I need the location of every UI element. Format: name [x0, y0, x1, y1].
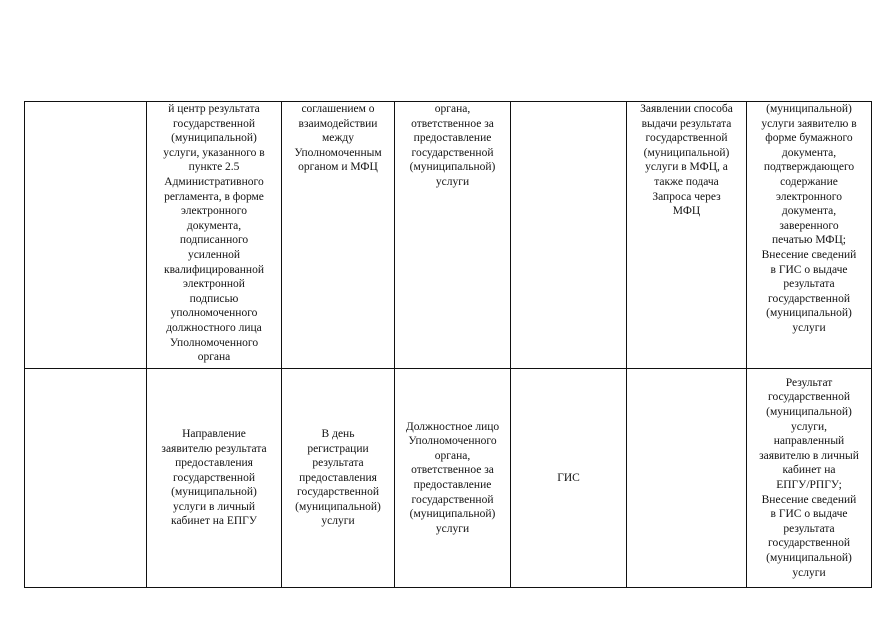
table-cell-responsible: Должностное лицо Уполномоченного органа, ответственное за предоставление государственной (муниципальной) услуги	[395, 369, 511, 588]
table-cell-criteria: Заявлении способа выдачи результата государственной (муниципальной) услуги в МФЦ, а также подача Запроса через МФЦ	[627, 102, 747, 369]
table-cell-deadline: В день регистрации результата предоставления государственной (муниципальной) услуги	[282, 369, 395, 588]
procedure-table	[24, 101, 872, 588]
table-cell-result: (муниципальной) услуги заявителю в форме бумажного документа, подтверждающего содержание электронного документа, заверенного печатью МФЦ; Внесение сведений в ГИС о выдаче результата государственной (муниципальной) услуги	[747, 102, 872, 369]
table-cell-system: ГИС	[511, 369, 627, 588]
table-cell-action: Направление заявителю результата предоставления государственной (муниципальной) услуги в личный кабинет на ЕПГУ	[147, 369, 282, 588]
table-row	[25, 369, 872, 588]
table-cell-result: Результат государственной (муниципальной) услуги, направленный заявителю в личный кабинет на ЕПГУ/РПГУ; Внесение сведений в ГИС о выдаче результата государственной (муниципальной) услуги	[747, 369, 872, 588]
table-row	[25, 102, 872, 369]
table-cell-system	[511, 102, 627, 369]
table-cell-action: й центр результата государственной (муниципальной) услуги, указанного в пункте 2.5 Административного регламента, в форме электронного документа, подписанного усиленной квалифицированной электронной подписью уполномоченного должностного лица Уполномоченного органа	[147, 102, 282, 369]
table-cell-empty	[25, 102, 147, 369]
table-cell-empty	[25, 369, 147, 588]
table-cell-responsible: органа, ответственное за предоставление государственной (муниципальной) услуги	[395, 102, 511, 369]
table-cell-criteria	[627, 369, 747, 588]
table-cell-deadline: соглашением о взаимодействии между Уполномоченным органом и МФЦ	[282, 102, 395, 369]
